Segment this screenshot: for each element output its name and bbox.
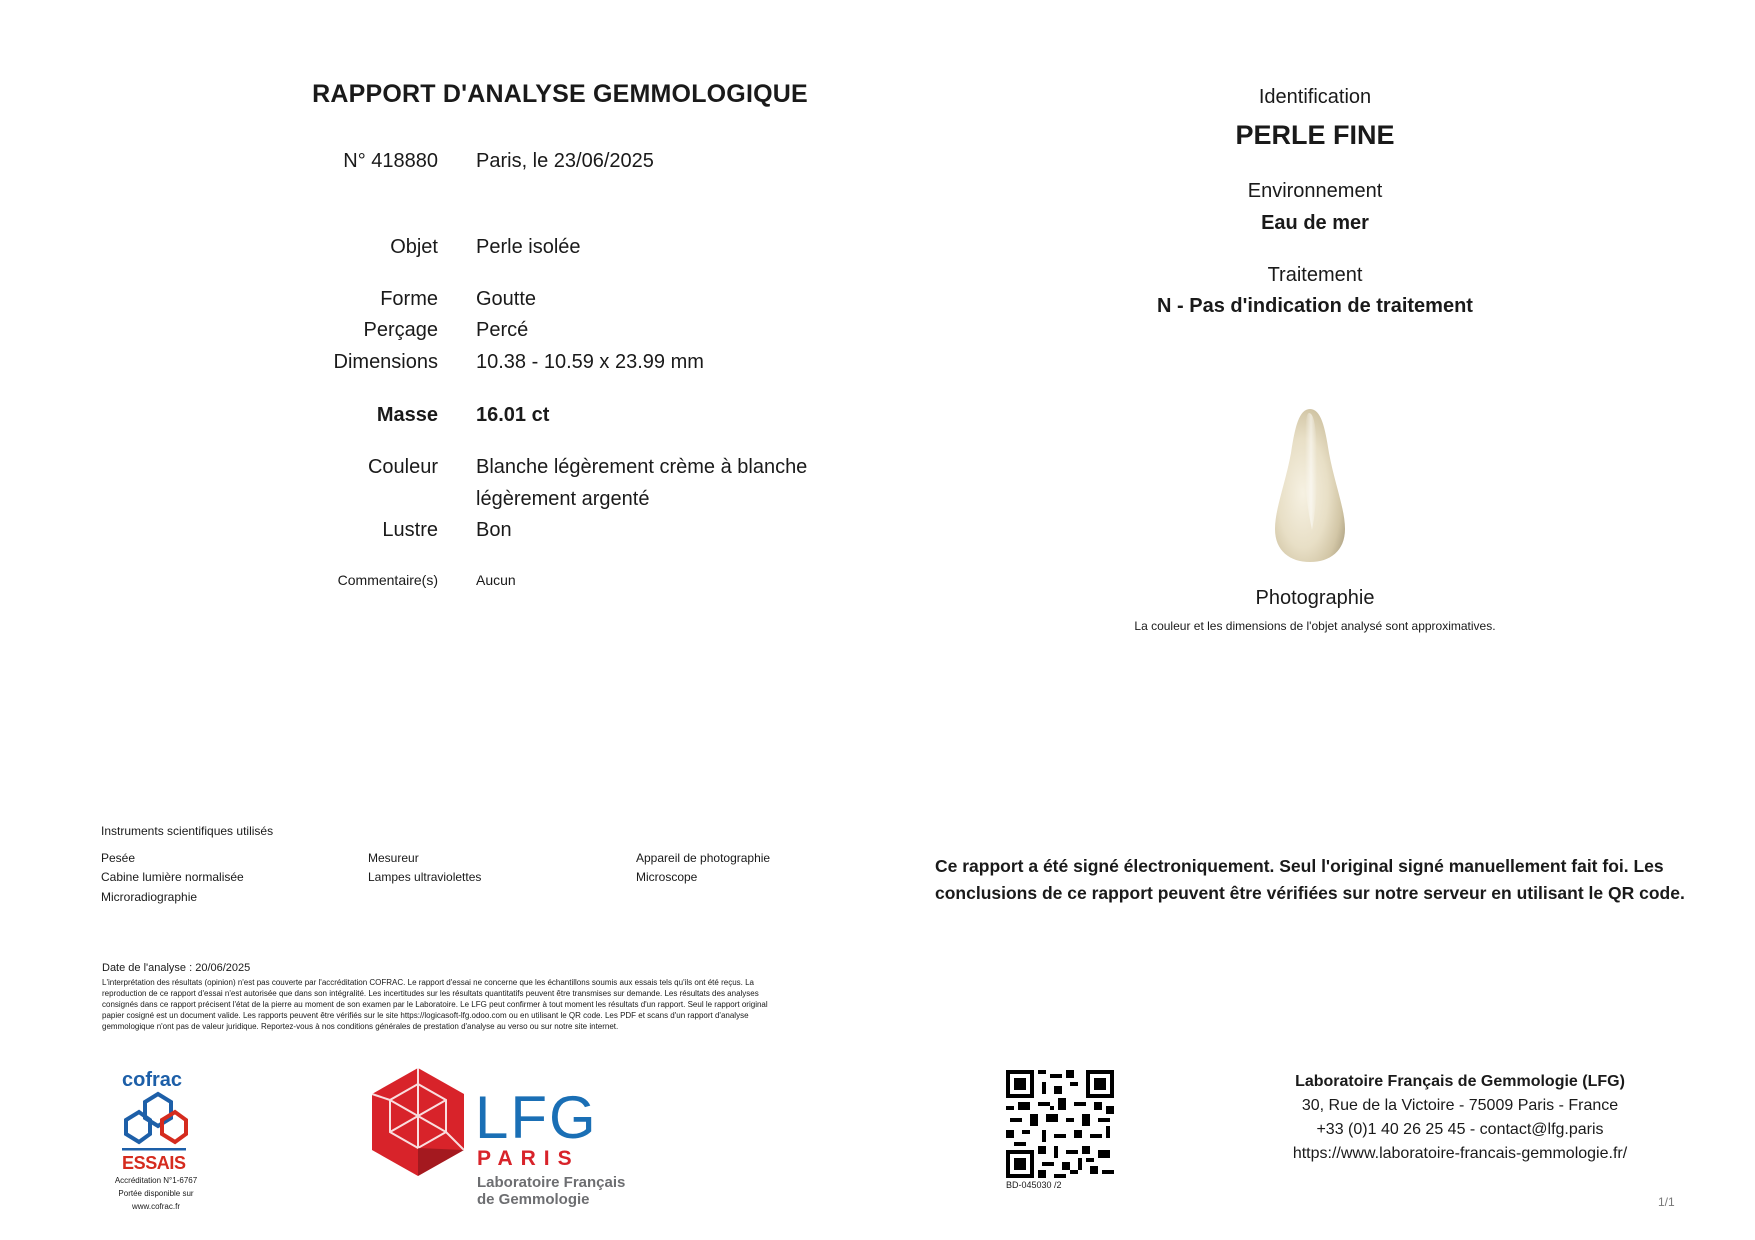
- photo-note: La couleur et les dimensions de l'objet analysé sont approximatives.: [1134, 619, 1496, 633]
- legal-line: papier cosigné est un document valide. Les rapports peuvent être vérifiés sur le site https://logicasoft-lfg.odoo.com ou en utilisant le QR code. Les PDF et scans d'un rapport d'analyse: [102, 1011, 749, 1020]
- cofrac-logo-bottom: ESSAIS: [122, 1153, 186, 1173]
- percage-value: Percé: [476, 319, 529, 341]
- couleur-value-line1: Blanche légèrement crème à blanche: [476, 456, 808, 478]
- photo-label: Photographie: [1255, 587, 1375, 609]
- identification-label: Identification: [1258, 86, 1372, 108]
- signature-note-line: conclusions de ce rapport peuvent être vérifiées sur notre serveur en utilisant le QR code.: [935, 883, 1685, 903]
- dimensions-label: Dimensions: [333, 351, 438, 373]
- cofrac-logo: [120, 1068, 192, 1174]
- forme-label: Forme: [380, 288, 438, 310]
- instruments-heading: Instruments scientifiques utilisés: [101, 824, 274, 838]
- legal-line: gemmologique n'ont pas de valeur juridique. Reportez-vous à nos conditions générales de prestation d'analyse au verso ou sur notre site internet.: [102, 1022, 619, 1031]
- cofrac-accreditation: Accréditation N°1-6767: [114, 1176, 198, 1185]
- page-number: 1/1: [1658, 1195, 1675, 1209]
- lab-name: Laboratoire Français de Gemmologie (LFG): [1295, 1073, 1625, 1090]
- forme-value: Goutte: [476, 288, 537, 310]
- instrument-item: Pesée: [101, 851, 136, 865]
- report-number: N° 418880: [343, 150, 438, 172]
- pearl-photo: [1265, 405, 1355, 565]
- qr-code[interactable]: [1006, 1070, 1114, 1178]
- legal-text: [102, 977, 882, 1032]
- couleur-label: Couleur: [367, 456, 438, 478]
- instrument-item: Microscope: [636, 870, 698, 884]
- objet-label: Objet: [390, 236, 438, 258]
- cofrac-portee: Portée disponible sur: [118, 1189, 194, 1198]
- lfg-logo-city: PARIS: [477, 1147, 580, 1170]
- qr-code-id: BD-045030 /2: [1006, 1180, 1062, 1190]
- lab-street: 30, Rue de la Victoire - 75009 Paris - France: [1301, 1097, 1619, 1114]
- traitement-value: N - Pas d'indication de traitement: [1157, 295, 1473, 317]
- masse-label: Masse: [376, 404, 438, 426]
- instrument-item: Cabine lumière normalisée: [101, 870, 244, 884]
- instrument-item: Microradiographie: [101, 890, 198, 904]
- instrument-item: Lampes ultraviolettes: [368, 870, 482, 884]
- environnement-value: Eau de mer: [1261, 212, 1369, 234]
- signature-note-line: Ce rapport a été signé électroniquement. Seul l'original signé manuellement fait foi. Les: [935, 856, 1664, 876]
- identification-value: PERLE FINE: [1235, 120, 1395, 150]
- instrument-item: Mesureur: [368, 851, 419, 865]
- commentaire-value: Aucun: [476, 572, 516, 588]
- masse-value: 16.01 ct: [476, 404, 550, 426]
- lab-website[interactable]: https://www.laboratoire-francais-gemmologie.fr/: [1292, 1145, 1628, 1162]
- percage-label: Perçage: [363, 319, 438, 341]
- lfg-logo-sub-line: de Gemmologie: [477, 1191, 590, 1208]
- legal-line: consignés dans ce rapport précisent l'état de la pierre au moment de son examen par le Laboratoire. Le LFG peut confirmer à tout moment les résultats d'un rapport. Seul le rapport original: [102, 1000, 768, 1009]
- lfg-logo-mark: [368, 1066, 468, 1180]
- lab-contact: +33 (0)1 40 26 25 45 - contact@lfg.paris: [1316, 1121, 1604, 1138]
- couleur-value-line2: légèrement argenté: [476, 488, 650, 510]
- lustre-label: Lustre: [382, 519, 438, 541]
- lfg-logo-subtitle: [477, 1174, 625, 1208]
- legal-line: L'interprétation des résultats (opinion) n'est pas couverte par l'accréditation COFRAC. Le rapport d'essai ne concerne que les échantillons soumis aux essais tels qu'ils ont été reçus. La: [102, 978, 754, 987]
- report-title: RAPPORT D'ANALYSE GEMMOLOGIQUE: [312, 80, 808, 108]
- lfg-logo-sub-line: Laboratoire Français: [477, 1174, 626, 1191]
- objet-value: Perle isolée: [476, 236, 581, 258]
- cofrac-logo-top: cofrac: [122, 1069, 183, 1091]
- cofrac-info: [96, 1174, 216, 1213]
- commentaire-label: Commentaire(s): [337, 572, 438, 588]
- signature-note: [935, 853, 1695, 907]
- instrument-item: Appareil de photographie: [636, 851, 771, 865]
- dimensions-value: 10.38 - 10.59 x 23.99 mm: [476, 351, 704, 373]
- report-place-date: Paris, le 23/06/2025: [476, 150, 654, 172]
- traitement-label: Traitement: [1267, 264, 1363, 286]
- cofrac-site: www.cofrac.fr: [131, 1202, 180, 1211]
- legal-line: reproduction de ce rapport d'essai n'est autorisée que dans son intégralité. Les incertitudes sur les résultats quantitatifs peuvent être transmises sur demande. Les résultats des analyses: [102, 989, 759, 998]
- analysis-date: Date de l'analyse : 20/06/2025: [102, 962, 251, 974]
- environnement-label: Environnement: [1247, 180, 1383, 202]
- lustre-value: Bon: [476, 519, 512, 541]
- lfg-logo-main: LFG: [475, 1084, 598, 1151]
